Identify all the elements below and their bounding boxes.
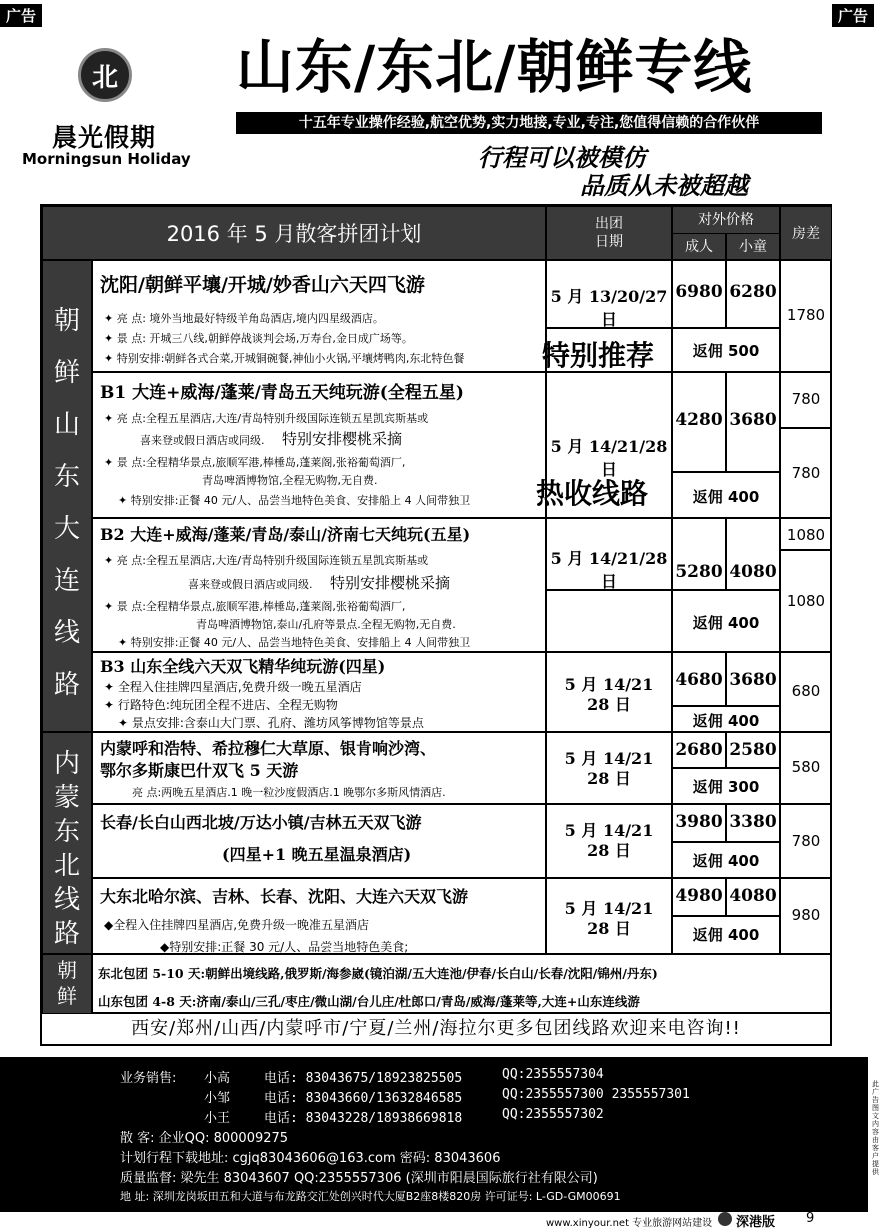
route-7-date-2: 28 日 bbox=[587, 919, 631, 938]
slogan-line-1: 行程可以被模仿 bbox=[478, 144, 646, 172]
route-4-date: 5 月 14/21 bbox=[564, 675, 654, 694]
brand-name-en: Morningsun Holiday bbox=[22, 150, 191, 168]
route-5-title: 内蒙呼和浩特、希拉穆仁大草原、银肯响沙湾、 bbox=[100, 739, 437, 758]
plan-header: 2016 年 5 月散客拼团计划 bbox=[42, 206, 546, 260]
tagline-banner: 十五年专业操作经验,航空优势,实力地接,专业,专注,您值得信赖的合作伙伴 bbox=[236, 112, 822, 134]
route-5-date-2: 28 日 bbox=[587, 769, 631, 788]
stamp-special-recommend: 特别推荐 bbox=[542, 339, 655, 372]
route-7-diff: 980 bbox=[791, 906, 821, 924]
route-6-title-2: (四星+1 晚五星温泉酒店) bbox=[222, 845, 412, 864]
charter-line-shandong: 山东包团 4-8 天:济南/泰山/三孔/枣庄/微山湖/台儿庄/杜郎口/青岛/威海/蓬莱等,大连+山东连线游 bbox=[98, 994, 640, 1009]
route-1-line: ✦ 特别安排:朝鲜各式合菜,开城铜碗餐,神仙小火锅,平壤烤鸭肉,东北特色餐 bbox=[104, 352, 465, 365]
route-6-title: 长春/长白山西北坡/万达小镇/吉林五天双飞游 bbox=[100, 813, 422, 832]
contact-qq: QQ:2355557302 bbox=[502, 1107, 604, 1122]
website-credit: www.xinyour.net 专业旅游网站建设 bbox=[546, 1218, 713, 1229]
ad-label-left: 广告 bbox=[0, 4, 42, 27]
route-5-adult: 2680 bbox=[675, 740, 723, 760]
route-7-date: 5 月 14/21 bbox=[564, 899, 654, 918]
route-2-diff-2: 780 bbox=[791, 464, 821, 482]
route-3-date: 5 月 14/21/28 日 bbox=[550, 549, 668, 591]
slogan-line-2: 品质从未被超越 bbox=[580, 172, 748, 200]
child-header: 小童 bbox=[726, 233, 780, 260]
route-4-line: ✦ 景点安排:含泰山大门票、孔府、潍坊风筝博物馆等景点 bbox=[118, 716, 424, 730]
page-number: 9 bbox=[806, 1211, 815, 1226]
route-2-line: ✦ 亮 点:全程五星酒店,大连/青岛特别升级国际连锁五星凯宾斯基或 bbox=[104, 412, 429, 425]
route-3-diff-2: 1080 bbox=[786, 592, 826, 610]
route-7-rebate: 返佣 400 bbox=[692, 926, 760, 944]
page-title: 山东/东北/朝鲜专线 bbox=[236, 33, 753, 101]
route-4-title: B3 山东全线六天双飞精华纯玩游(四星) bbox=[100, 657, 386, 676]
route-4-adult: 4680 bbox=[675, 670, 723, 690]
edition-label: 深港版 bbox=[736, 1215, 776, 1230]
contact-qq: QQ:2355557304 bbox=[502, 1067, 604, 1082]
contact-qq: QQ:2355557300 2355557301 bbox=[502, 1087, 690, 1102]
route-1-date: 5 月 13/20/27 日 bbox=[550, 287, 668, 329]
route-4-date-2: 28 日 bbox=[587, 695, 631, 714]
side-group-chaoxian-shandong: 朝鲜山东大连线路 bbox=[42, 260, 92, 732]
more-routes-banner: 西安/郑州/山西/内蒙呼市/宁夏/兰州/海拉尔更多包团线路欢迎来电咨询!! bbox=[40, 1014, 832, 1046]
route-2-adult: 4280 bbox=[675, 410, 723, 430]
contact-name: 小王 bbox=[204, 1111, 231, 1126]
route-7-title: 大东北哈尔滨、吉林、长春、沈阳、大连六天双飞游 bbox=[100, 887, 469, 906]
route-5-line: 亮 点:两晚五星酒店.1 晚一粒沙度假酒店.1 晚鄂尔多斯风情酒店. bbox=[132, 786, 446, 799]
edition-badge-icon bbox=[718, 1212, 732, 1226]
route-2-highlight: 特别安排樱桃采摘 bbox=[282, 430, 403, 448]
route-4-rebate: 返佣 400 bbox=[692, 712, 760, 730]
route-3-line: 喜来登或假日酒店或同级. bbox=[188, 578, 313, 591]
download-info: 计划行程下载地址: cgjq83043606@163.com 密码: 83043606 bbox=[120, 1151, 501, 1166]
route-6-diff: 780 bbox=[791, 832, 821, 850]
diff-header: 房差 bbox=[780, 206, 832, 260]
route-5-child: 2580 bbox=[729, 740, 777, 760]
route-4-line: ✦ 全程入住挂牌四星酒店,免费升级一晚五星酒店 bbox=[104, 680, 362, 694]
contact-name: 小高 bbox=[204, 1071, 231, 1086]
route-3-rebate: 返佣 400 bbox=[692, 614, 760, 632]
route-2-line: ✦ 景 点:全程精华景点,旅顺军港,棒棰岛,蓬莱阁,张裕葡萄酒厂, bbox=[104, 456, 406, 469]
route-1-title: 沈阳/朝鲜平壤/开城/妙香山六天四飞游 bbox=[100, 274, 425, 296]
sales-label: 业务销售: bbox=[120, 1071, 177, 1086]
route-3-diff: 1080 bbox=[786, 526, 826, 544]
side-group-neimeng-dongbei: 内蒙东北线路 bbox=[42, 732, 92, 954]
route-6-child: 3380 bbox=[729, 812, 777, 832]
route-3-line: ✦ 景 点:全程精华景点,旅顺军港,棒棰岛,蓬莱阁,张裕葡萄酒厂, bbox=[104, 600, 406, 613]
route-6-date: 5 月 14/21 bbox=[564, 821, 654, 840]
route-6-date-2: 28 日 bbox=[587, 841, 631, 860]
route-2-diff: 780 bbox=[791, 390, 821, 408]
route-1-line: ✦ 景 点: 开城三八线,朝鲜停战谈判会场,万寿台,金日成广场等。 bbox=[104, 332, 413, 345]
route-2-rebate: 返佣 400 bbox=[692, 488, 760, 506]
route-2-line: 喜来登或假日酒店或同级. bbox=[140, 434, 265, 447]
route-3-highlight: 特别安排樱桃采摘 bbox=[330, 574, 451, 592]
route-1-diff: 1780 bbox=[786, 306, 826, 324]
route-3-line: 青岛啤酒博物馆,泰山/孔府等景点.全程无购物,无自费. bbox=[196, 618, 456, 631]
side-group-chaoxian: 朝鲜 bbox=[42, 954, 92, 1014]
route-5-diff: 580 bbox=[791, 758, 821, 776]
route-3-line: ✦ 亮 点:全程五星酒店,大连/青岛特别升级国际连锁五星凯宾斯基或 bbox=[104, 554, 429, 567]
route-2-line: 青岛啤酒博物馆,全程无购物,无自费. bbox=[202, 474, 378, 487]
route-2-child: 3680 bbox=[729, 410, 777, 430]
route-6-adult: 3980 bbox=[675, 812, 723, 832]
route-2-line: ✦ 特别安排:正餐 40 元/人、品尝当地特色美食、安排船上 4 人间带独卫 bbox=[118, 494, 471, 507]
contact-phone: 电话: 83043228/18938669818 bbox=[264, 1111, 463, 1126]
date-cell-3b bbox=[546, 590, 672, 652]
retail-contact: 散 客: 企业QQ: 800009275 bbox=[120, 1131, 289, 1146]
contact-footer bbox=[0, 1057, 868, 1212]
charter-line-northeast: 东北包团 5-10 天:朝鲜出境线路,俄罗斯/海参崴(镜泊湖/五大连池/伊春/长白山/长春/沈阳/锦州/丹东) bbox=[98, 966, 658, 981]
brand-logo: 北 bbox=[78, 48, 132, 102]
company-address: 地 址: 深圳龙岗坂田五和大道与布龙路交汇处创兴时代大厦B2座8楼820房 许可证号: L-GD-GM00691 bbox=[120, 1190, 621, 1203]
ad-label-right: 广告 bbox=[832, 4, 874, 27]
route-7-line: ◆特别安排:正餐 30 元/人、品尝当地特色美食; bbox=[160, 940, 409, 954]
route-1-rebate: 返佣 500 bbox=[692, 342, 760, 360]
adult-header: 成人 bbox=[672, 233, 726, 260]
route-7-child: 4080 bbox=[729, 886, 777, 906]
contact-phone: 电话: 83043675/18923825505 bbox=[264, 1071, 463, 1086]
stamp-hot-route: 热收线路 bbox=[536, 477, 649, 510]
route-5-title-2: 鄂尔多斯康巴什双飞 5 天游 bbox=[100, 761, 299, 780]
route-4-line: ✦ 行路特色:纯玩团全程不进店、全程无购物 bbox=[104, 698, 338, 712]
price-header: 对外价格 bbox=[672, 206, 780, 234]
schedule-table bbox=[40, 204, 832, 1014]
route-3-line: ✦ 特别安排:正餐 40 元/人、品尝当地特色美食、安排船上 4 人间带独卫 bbox=[118, 636, 471, 649]
contact-phone: 电话: 83043660/13632846585 bbox=[264, 1091, 463, 1106]
route-4-child: 3680 bbox=[729, 670, 777, 690]
route-3-child: 4080 bbox=[729, 562, 777, 582]
route-4-diff: 680 bbox=[791, 682, 821, 700]
quality-supervision: 质量监督: 梁先生 83043607 QQ:2355557306 (深圳市阳晨国际旅行社有限公司) bbox=[120, 1171, 598, 1186]
route-7-adult: 4980 bbox=[675, 886, 723, 906]
route-3-adult: 5280 bbox=[675, 562, 723, 582]
route-2-date: 5 月 14/21/28 日 bbox=[550, 437, 668, 479]
route-5-date: 5 月 14/21 bbox=[564, 749, 654, 768]
side-note: 此广告图文内容由客户提供 bbox=[872, 1080, 879, 1176]
route-7-line: ◆全程入住挂牌四星酒店,免费升级一晚准五星酒店 bbox=[104, 918, 370, 932]
route-3-title: B2 大连+威海/蓬莱/青岛/泰山/济南七天纯玩(五星) bbox=[100, 525, 471, 544]
contact-name: 小邹 bbox=[204, 1091, 231, 1106]
route-1-adult: 6980 bbox=[675, 282, 723, 302]
route-2-title: B1 大连+威海/蓬莱/青岛五天纯玩游(全程五星) bbox=[100, 383, 464, 403]
route-1-child: 6280 bbox=[729, 282, 777, 302]
route-5-rebate: 返佣 300 bbox=[692, 778, 760, 796]
date-header: 出团 日期 bbox=[546, 206, 672, 260]
route-6-rebate: 返佣 400 bbox=[692, 852, 760, 870]
brand-name-cn: 晨光假期 bbox=[52, 123, 157, 152]
route-1-line: ✦ 亮 点: 境外当地最好特级羊角岛酒店,境内四星级酒店。 bbox=[104, 312, 384, 325]
